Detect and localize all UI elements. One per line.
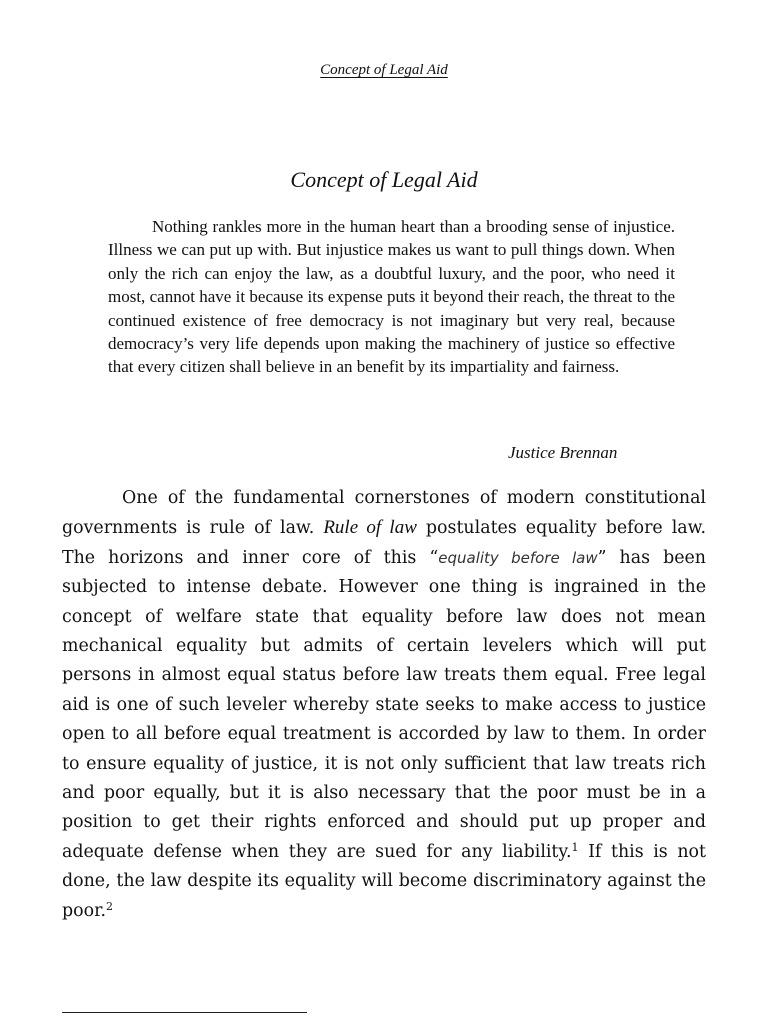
page-title: Concept of Legal Aid bbox=[290, 167, 478, 192]
epigraph-attribution: Justice Brennan bbox=[508, 443, 618, 462]
footnote-divider bbox=[62, 1012, 307, 1013]
emphasis-equality-before-law: equality before law bbox=[438, 548, 598, 567]
footnote-ref-2[interactable]: 2 bbox=[106, 899, 114, 913]
running-header: Concept of Legal Aid bbox=[320, 62, 448, 78]
body-text-segment: If this is not done, the law despite its equality will become discriminatory against the poor. bbox=[62, 841, 706, 921]
body-text-segment: postulates equality before law. The horizons and inner core of this “ bbox=[62, 518, 707, 568]
footnote-ref-1[interactable]: 1 bbox=[571, 840, 579, 854]
body-text-segment: One of the fundamental cornerstones of modern constitutional governments is rule of law. bbox=[62, 488, 706, 539]
epigraph-quote: Nothing rankles more in the human heart than a brooding sense of injustice. Illness we can put up with. But injustice makes us want to pull things down. When only the rich can enjoy the law, as a doubtful luxury, and the poor, who need it most, cannot have it because its expense puts it beyond their reach, the threat to the continued existence of free democracy is not imaginary but very real, because democracy’s very life depends upon making the machinery of justice so effective that every citizen shall believe in an benefit by its impartiality and fairness. bbox=[108, 217, 675, 377]
emphasis-rule-of-law: Rule of law bbox=[323, 517, 417, 539]
body-paragraph bbox=[62, 484, 706, 926]
body-text-segment: ” has been subjected to intense debate. However one thing is ingrained in the concept of welfare state that equality before law does not mean mechanical equality but admits of certain levelers which will put persons in almost equal status before law treats them equal. Free legal aid is one of such leveler whereby state seeks to make access to justice open to all before equal treatment is accorded by law to them. In order to ensure equality of justice, it is not only sufficient that law treats rich and poor equally, but it is also necessary that the poor must be in a position to get their rights enforced and should put up proper and adequate defense when they are sued for any liability. bbox=[62, 547, 706, 862]
